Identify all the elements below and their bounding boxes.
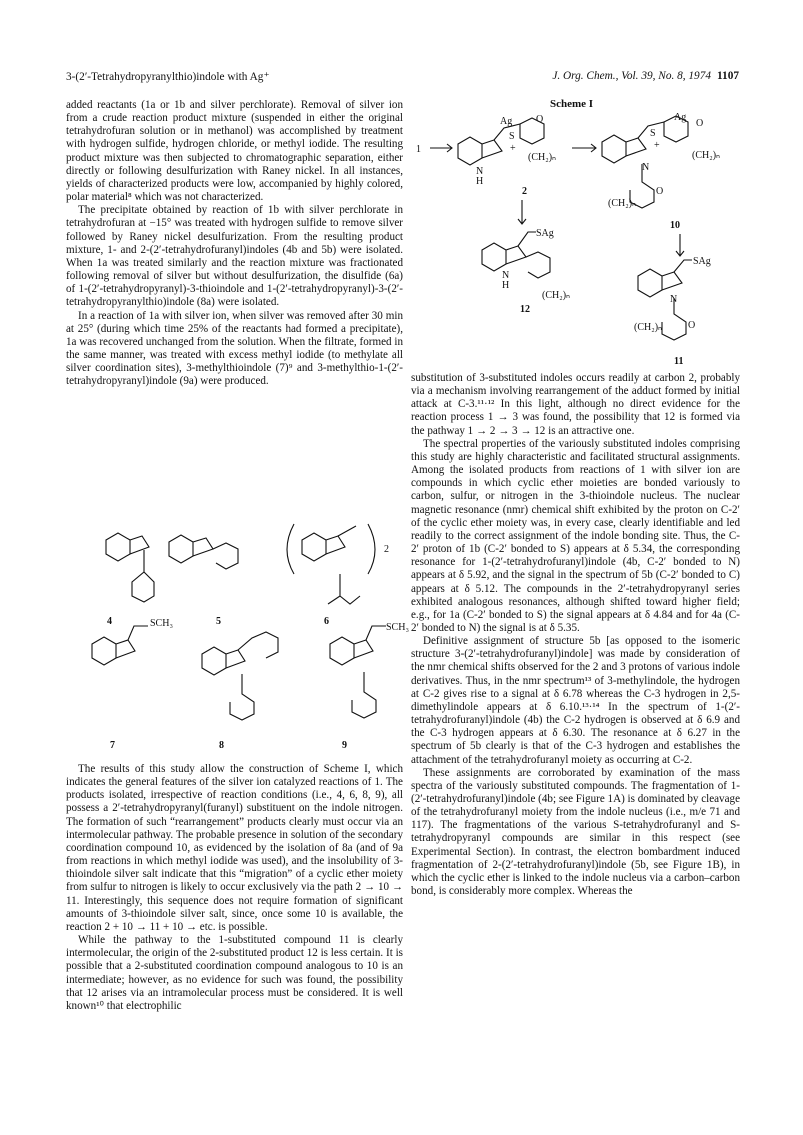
oxygen-atom-label: O [688, 320, 696, 331]
sulfur-atom-label: S [509, 131, 515, 142]
scheme-diagram [412, 112, 742, 367]
right-column [411, 372, 740, 898]
left-column-top [66, 99, 403, 388]
compound-label: 2 [522, 186, 527, 197]
paragraph: substitution of 3-substituted indoles occurs readily at carbon 2, probably via a mechanism involving rearrangement of the adduct formed by initial attack at C-3.¹¹·¹² In this light, although no direct evidence for the reaction process 1 → 3 was found, the possibility that 12 is formed via the pathway 1 → 2 → 3 → 12 is an attractive one. [411, 372, 740, 437]
charge-label: + [654, 140, 660, 151]
structure-label: 5 [216, 616, 221, 627]
hydrogen-atom-label: H [476, 176, 484, 187]
dimer-subscript: 2 [384, 544, 389, 555]
thio-silver-label: SAg [536, 228, 554, 239]
structure-label: 9 [342, 740, 347, 751]
compound-label: 12 [520, 304, 530, 315]
structure-label: 4 [107, 616, 112, 627]
methylene-label: (CH₂)ₙ [608, 198, 637, 209]
paragraph: These assignments are corroborated by examination of the mass spectra of the variously substituted compounds. The fragmentation of 1-(2′-tetrahydrofuranyl)indole (4b; see Figure 1A) is dominated by cleavage of the tetrahydrofuranyl moiety from the indole nucleus (i.e., m/e 71 and 117). The fragmentations of the various S-tetrahydrofuranyl and S-tetrahydropyranyl compounds are similar in this respect (see Experimental Section). In contrast, the electron bombardment induced fragmentation of 2-(2′-tetrahydrofuranyl)indole (5b, see Figure 1B), in which the cyclic ether is linked to the indole nucleus via a carbon–carbon bond, is considerably more complex. Whereas the [411, 766, 740, 898]
charge-label: + [510, 143, 516, 154]
nitrogen-atom-label: N [642, 162, 650, 173]
sulfur-atom-label: S [650, 128, 656, 139]
structures-figure [66, 512, 409, 752]
silver-atom-label: Ag [500, 116, 513, 127]
journal-name: J. Org. Chem., Vol. 39, No. 8, 1974 [552, 70, 712, 82]
page-number: 1107 [717, 70, 739, 82]
running-title: 3-(2′-Tetrahydropyranylthio)indole with Ag⁺ [66, 71, 270, 83]
methylthio-label: SCH₃ [386, 622, 409, 633]
paragraph: Definitive assignment of structure 5b [as opposed to the isomeric structure 3-(2′-tetrahydrofuranyl)indole] was made by consideration of the nmr chemical shifts observed for the 2 and 3 protons of various indole derivatives. Thus, in the nmr spectrum¹³ of 3-methylindole, the hydrogen at C-2 gives rise to a signal at δ 6.78 whereas the C-3 hydrogen in 2,5-dimethylindole appears at δ 6.10.¹³·¹⁴ In the spectrum of 1-(2′-tetrahydrofuranyl)indole (4b) the C-2 hydrogen is observed at δ 6.9 and the C-3 hydrogen appears at δ 6.30. The resonance at δ 6.27 in the spectrum of 5b clearly is that of the C-3 hydrogen and establishes the attachment of the tetrahydrofuranyl moiety as occurring at C-2. [411, 635, 740, 766]
oxygen-atom-label: O [536, 114, 544, 125]
methylene-label: (CH₂)ₙ [528, 152, 557, 163]
silver-atom-label: Ag [674, 112, 687, 123]
paragraph: In a reaction of 1a with silver ion, when silver was removed after 30 min at 25° (during which time 25% of the reactants had formed a precipitate), 1a was recovered unchanged from the solution. When the filtrate, formed in the same manner, was treated with excess methyl iodide (to methylate all silver coordination sites), 3-methylthioindole (7)⁹ and 3-methylthio-1-(2′-tetrahydropyranyl)indole (9a) were produced. [66, 309, 403, 388]
journal-citation [552, 70, 739, 82]
left-column-bottom [66, 763, 403, 1013]
structure-label: 7 [110, 740, 115, 751]
thio-silver-label: SAg [693, 256, 711, 267]
nitrogen-atom-label: N [476, 166, 484, 177]
paragraph: The spectral properties of the variously substituted indoles comprising this study are highly characteristic and facilitated structural assignments. Among the isolated products from reactions of 1 with silver ion are compounds in which cyclic ether moieties are bonded variously to carbon, sulfur, or nitrogen in the 3-thioindole nucleus. The nuclear magnetic resonance (nmr) chemical shift exhibited by the proton on C-2′ of the cyclic ether moiety was, in every case, clearly identifiable and led readily to the correct assignment of the indole bonding site. Thus, the C-2′ proton of 1b (C-2′ bonded to S) appears at δ 5.34, the corresponding resonance for 1-(2′-tetrahydrofuranyl)indole (4b, C-2′ bonded to N) appears at δ 5.92, and the signal in the spectrum of 5b (C-2′ bonded to C) appears at δ 5.12. The compounds in the 2′-tetrahydropyranyl series exhibited analogous resonances, although shifted toward higher field; e.g., for 1a (C-2′ bonded to S) the signal appears at δ 4.84 and for 4a (C-2′ bonded to N) the signal is at δ 5.35. [411, 437, 740, 634]
nitrogen-atom-label: N [670, 294, 678, 305]
hydrogen-atom-label: H [502, 280, 510, 291]
nitrogen-atom-label: N [502, 270, 510, 281]
compound-label: 10 [670, 220, 680, 231]
structure-label: 8 [219, 740, 224, 751]
methylthio-label: SCH₃ [150, 618, 173, 629]
methylene-label: (CH₂)ₙ [692, 150, 721, 161]
methylene-label: (CH₂)ₙ [634, 322, 663, 333]
compound-label: 11 [674, 356, 684, 367]
oxygen-atom-label: O [696, 118, 704, 129]
start-compound-label: 1 [416, 144, 421, 155]
methylene-label: (CH₂)ₙ [542, 290, 571, 301]
paragraph: added reactants (1a or 1b and silver perchlorate). Removal of silver ion from a crude reaction product mixture (suspended in either the original tetrahydrofuran solution or in methanol) was accomplished by treatment with hydrogen sulfide, hydrogen chloride, or methyl iodide. The resulting product mixture was then subjected to chromatographic separation, either directly or following desulfurization with Raney nickel. In all instances, yields of characterized products were low, accompanied by highly colored, polar material⁸ which was not characterized. [66, 99, 403, 204]
paragraph: The precipitate obtained by reaction of 1b with silver perchlorate in tetrahydrofuran at −15° was treated with hydrogen sulfide to remove silver followed by Raney nickel desulfurization. From the resulting product mixture, 1- and 2-(2′-tetrahydrofuranyl)indoles (4b and 5b) were isolated. When 1a was treated similarly and the reaction mixture was fractionated following removal of silver but without desulfurization, the disulfide (6a) of 1-(2′-tetrahydropyranyl)-3-thioindole and 1-(2′-tetrahydropyranyl)-3-(2′-tetrahydropyranylthio)indole (8a) were isolated. [66, 204, 403, 309]
paragraph: While the pathway to the 1-substituted compound 11 is clearly intermolecular, the origin of the 2-substituted product 12 is less certain. It is possible that a 2-substituted coordination compound analogous to 10 is an intermediate; however, as no evidence for such was found, the possibility that 12 arises via an intramolecular process must be considered. It is well known¹⁰ that electrophilic [66, 934, 403, 1012]
paragraph: The results of this study allow the construction of Scheme I, which indicates the general features of the silver ion catalyzed reactions of 1. The products isolated, irrespective of reaction conditions (i.e., 4, 6, 8, 9), all possess a 2′-tetrahydropyranyl(furanyl) substituent on the indole nitrogen. The formation of such “rearrangement” products clearly must occur via an intermolecular pathway. The probable presence in solution of the secondary coordination compound 10, as evidenced by the isolation of 8a (and of 9a from reactions in which methyl iodide was used), and the insolubility of 3-thioindole silver salt indicate that this “migration” of a cyclic ether moiety from sulfur to nitrogen is likely to occur exclusively via the path 2 → 10 → 11. Interestingly, this sequence does not require formation of significant amounts of 3-thioindole silver salt, since, once some 10 is available, the reaction 2 + 10 → 11 + 10 → etc. is possible. [66, 763, 403, 933]
scheme-title: Scheme I [550, 98, 594, 110]
oxygen-atom-label: O [656, 186, 664, 197]
structure-label: 6 [324, 616, 329, 627]
